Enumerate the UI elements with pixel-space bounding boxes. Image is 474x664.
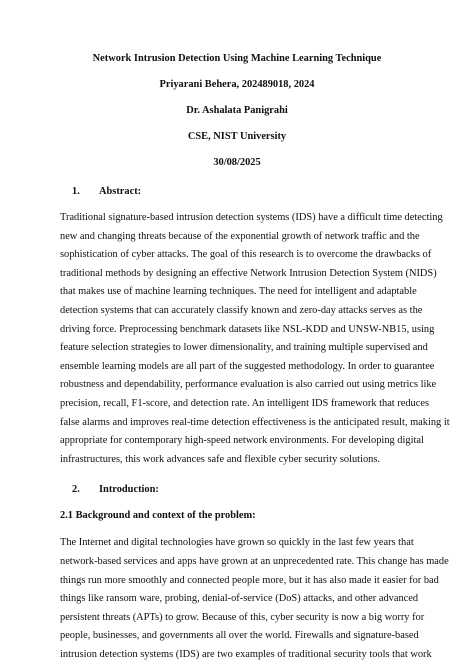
text-line: traditional methods by designing an effective Network Intrusion Detection System (NIDS) — [60, 267, 437, 279]
text-line: Traditional signature-based intrusion detection systems (IDS) have a difficult time detecting — [60, 212, 443, 223]
supervisor-name: Dr. Ashalata Panigrahi — [186, 105, 288, 116]
introduction-heading — [60, 483, 414, 496]
text-line: infrastructures, this work advances safe and flexible cyber security solutions. — [60, 453, 380, 465]
subsection-heading: 2.1 Background and context of the problem: — [60, 510, 256, 522]
text-line: detection systems that can accurately classify known and zero-day attacks serves as the — [60, 304, 423, 316]
text-line: things like ransom ware, probing, denial-of-service (DoS) attacks, and other advanced — [60, 593, 419, 605]
text-line: The Internet and digital technologies have grown so quickly in the last few years that — [60, 537, 414, 549]
section-number: 2. — [72, 484, 80, 496]
text-line: network-based services and apps have grown at an unprecedented rate. This change has made — [60, 555, 449, 567]
text-line: things run more smoothly and connected people more, but it has also made it easier for bad — [60, 574, 439, 586]
text-line: that makes use of machine learning techniques. The need for intelligent and adaptable — [60, 286, 417, 298]
text-line: appropriate for contemporary high-speed network environments. For developing digital — [60, 435, 424, 447]
introduction-paragraph — [60, 534, 449, 664]
document-title: Network Intrusion Detection Using Machine Learning Technique — [92, 53, 382, 64]
abstract-heading — [60, 185, 414, 198]
section-title: Abstract: — [99, 186, 142, 197]
text-line: precision, recall, F1-score, and detection rate. An intelligent IDS framework that reduces — [60, 397, 430, 409]
text-line: false alarms and improves real-time detection effectiveness is the anticipated result, making it — [60, 416, 450, 428]
text-line: ensemble learning models are all part of the suggested methodology. In order to guarantee — [60, 360, 435, 372]
affiliation: CSE, NIST University — [187, 131, 287, 142]
section-title: Introduction: — [99, 484, 159, 496]
text-line: driving force. Preprocessing benchmark datasets like NSL-KDD and UNSW-NB15, using — [60, 323, 435, 335]
abstract-paragraph — [60, 209, 450, 469]
text-line: feature selection strategies to lower dimensionality, and training multiple supervised and — [60, 342, 428, 354]
author-line: Priyarani Behera, 202489018, 2024 — [159, 79, 315, 90]
text-line: intrusion detection systems (IDS) are two examples of traditional security tools that work — [60, 648, 432, 660]
text-line: new and changing threats because of the exponential growth of network traffic and the — [60, 230, 420, 242]
text-line: people, businesses, and governments all over the world. Firewalls and signature-based — [60, 630, 419, 642]
text-line: robustness and dependability, performance evaluation is also carried out using metrics like — [60, 379, 437, 391]
section-number: 1. — [72, 186, 80, 197]
text-line: sophistication of cyber attacks. The goal of this research is to overcome the drawbacks of — [60, 249, 432, 261]
document-date: 30/08/2025 — [213, 157, 261, 168]
text-line: persistent threats (APTs) to grow. Because of this, cyber security is now a big worry for — [60, 611, 425, 623]
